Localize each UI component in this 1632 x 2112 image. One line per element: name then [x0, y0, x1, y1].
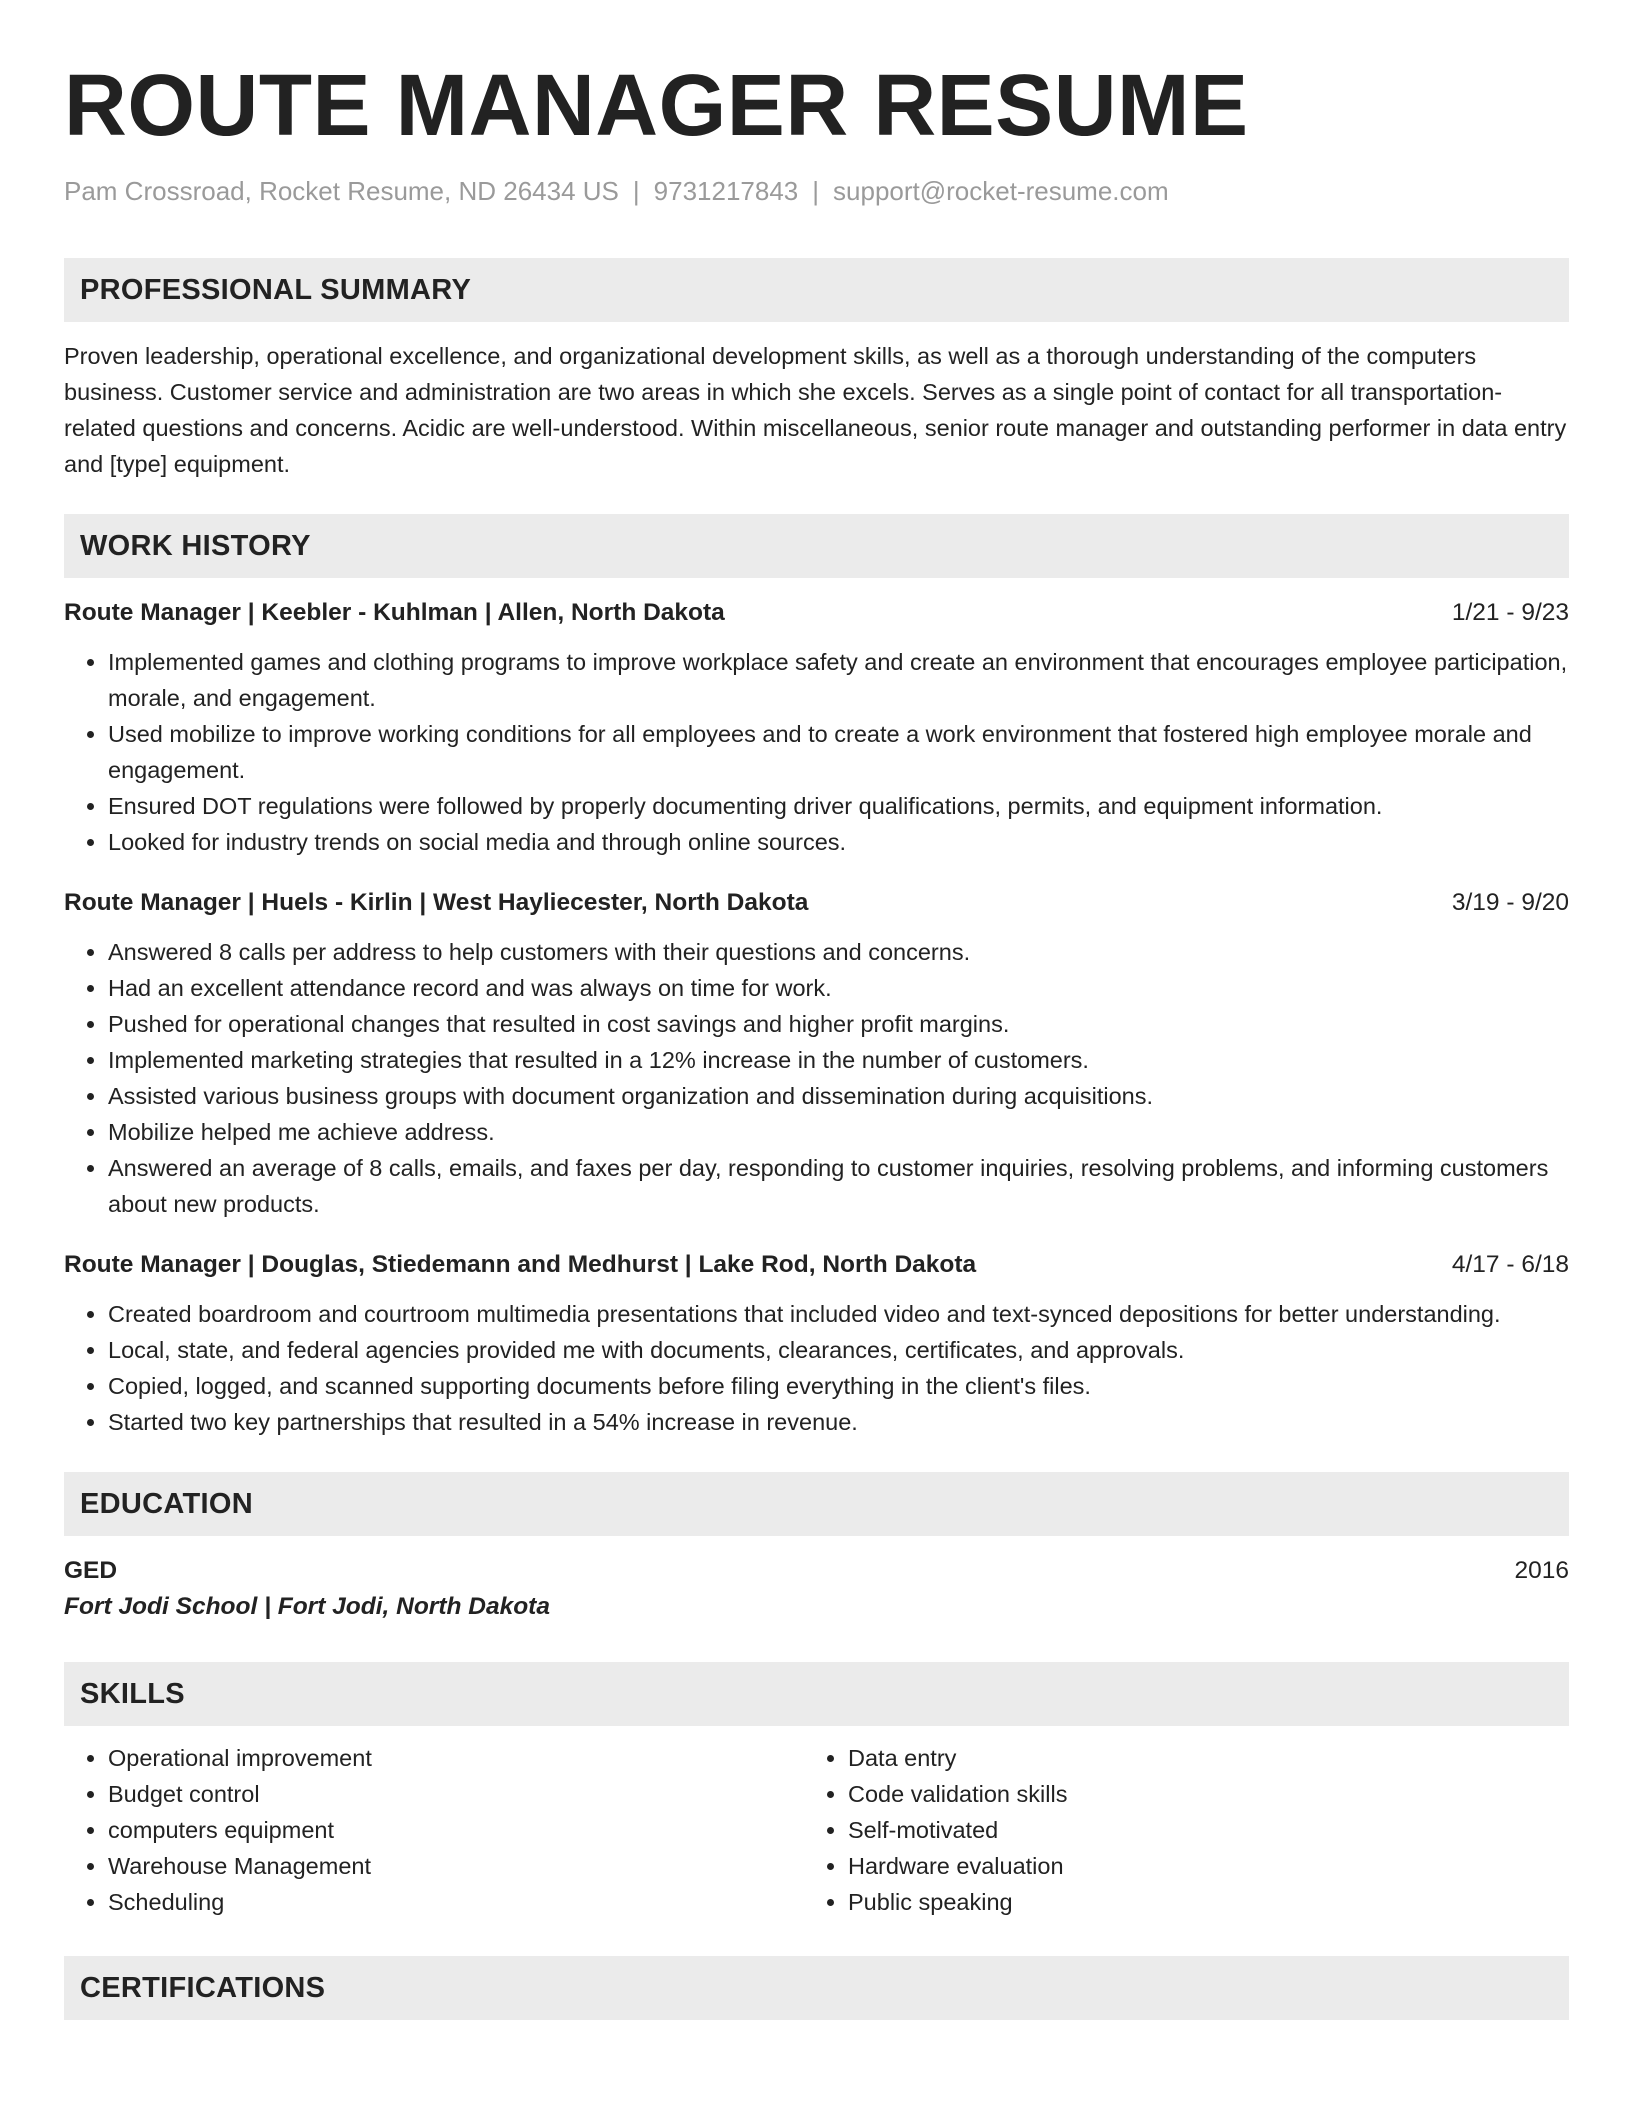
job-header [64, 1248, 1569, 1282]
certifications-heading: CERTIFICATIONS [64, 1956, 1569, 2020]
job-bullet: • Had an excellent attendance record and was always on time for work. [108, 970, 1569, 1006]
job-bullet: • Started two key partnerships that resulted in a 54% increase in revenue. [108, 1404, 1569, 1440]
contact-address: Pam Crossroad, Rocket Resume, ND 26434 US [64, 176, 619, 206]
job-header [64, 596, 1569, 630]
job-bullets [64, 934, 1569, 1222]
job-entry [64, 1248, 1569, 1440]
job-header [64, 886, 1569, 920]
skill-item: • Operational improvement [108, 1740, 804, 1776]
education-row [64, 1554, 1569, 1588]
job-bullet: • Assisted various business groups with document organization and dissemination during acquisitions. [108, 1078, 1569, 1114]
job-bullets [64, 1296, 1569, 1440]
education-heading: EDUCATION [64, 1472, 1569, 1536]
skills-column-right [804, 1740, 1544, 1920]
job-dates: 3/19 - 9/20 [1451, 889, 1569, 916]
skill-item: • Hardware evaluation [848, 1848, 1544, 1884]
job-bullet: • Used mobilize to improve working conditions for all employees and to create a work environment that fostered high employee morale and engagement. [108, 716, 1569, 788]
job-bullet: • Pushed for operational changes that resulted in cost savings and higher profit margins. [108, 1006, 1569, 1042]
summary-heading: PROFESSIONAL SUMMARY [64, 258, 1569, 322]
skill-item: • computers equipment [108, 1812, 804, 1848]
job-title: Route Manager | Douglas, Stiedemann and Medhurst | Lake Rod, North Dakota [64, 1251, 977, 1278]
skill-item: • Public speaking [848, 1884, 1544, 1920]
education-school: Fort Jodi School | Fort Jodi, North Dakota [64, 1593, 550, 1620]
job-title: Route Manager | Huels - Kirlin | West Hayliecester, North Dakota [64, 889, 809, 916]
job-bullet: • Mobilize helped me achieve address. [108, 1114, 1569, 1150]
job-bullet: • Created boardroom and courtroom multimedia presentations that included video and text-synced depositions for better understanding. [108, 1296, 1569, 1332]
page-title: ROUTE MANAGER RESUME [64, 57, 1249, 154]
contact-separator: | [812, 176, 820, 206]
job-bullet: • Copied, logged, and scanned supporting documents before filing everything in the client's files. [108, 1368, 1569, 1404]
skills-grid [64, 1740, 1569, 1920]
job-bullet: • Local, state, and federal agencies provided me with documents, clearances, certificates, and approvals. [108, 1332, 1569, 1368]
skill-item: • Scheduling [108, 1884, 804, 1920]
education-degree: GED [64, 1557, 118, 1584]
education-year: 2016 [1514, 1557, 1569, 1584]
work-history-heading: WORK HISTORY [64, 514, 1569, 578]
job-bullet: • Answered an average of 8 calls, emails, and faxes per day, responding to customer inquiries, resolving problems, and informing customers about new products. [108, 1150, 1569, 1222]
skill-item: • Budget control [108, 1776, 804, 1812]
skill-item: • Data entry [848, 1740, 1544, 1776]
skills-heading: SKILLS [64, 1662, 1569, 1726]
skill-item: • Warehouse Management [108, 1848, 804, 1884]
job-entry [64, 596, 1569, 860]
skill-item: • Code validation skills [848, 1776, 1544, 1812]
job-title: Route Manager | Keebler - Kuhlman | Allen, North Dakota [64, 599, 725, 626]
job-entry [64, 886, 1569, 1222]
contact-line [64, 174, 1569, 208]
job-dates: 4/17 - 6/18 [1451, 1251, 1569, 1278]
contact-phone: 9731217843 [653, 176, 799, 206]
job-bullets [64, 644, 1569, 860]
job-bullet: • Ensured DOT regulations were followed by properly documenting driver qualifications, permits, and equipment information. [108, 788, 1569, 824]
job-bullet: • Answered 8 calls per address to help customers with their questions and concerns. [108, 934, 1569, 970]
skills-column-left [64, 1740, 804, 1920]
job-bullet: • Looked for industry trends on social media and through online sources. [108, 824, 1569, 860]
skill-item: • Self-motivated [848, 1812, 1544, 1848]
contact-email: support@rocket-resume.com [833, 176, 1169, 206]
job-dates: 1/21 - 9/23 [1451, 599, 1569, 626]
contact-separator: | [632, 176, 640, 206]
job-bullet: • Implemented marketing strategies that resulted in a 12% increase in the number of customers. [108, 1042, 1569, 1078]
job-bullet: • Implemented games and clothing programs to improve workplace safety and create an environment that encourages employee participation, morale, and engagement. [108, 644, 1569, 716]
summary-text: Proven leadership, operational excellence, and organizational development skills, as well as a thorough understanding of the computers business. Customer service and administration are two areas in which she excels. Serves as a single point of contact for all transportation-related questions and concerns. Acidic are well-understood. Within miscellaneous, senior route manager and outstanding performer in data entry and [type] equipment. [64, 343, 1567, 477]
